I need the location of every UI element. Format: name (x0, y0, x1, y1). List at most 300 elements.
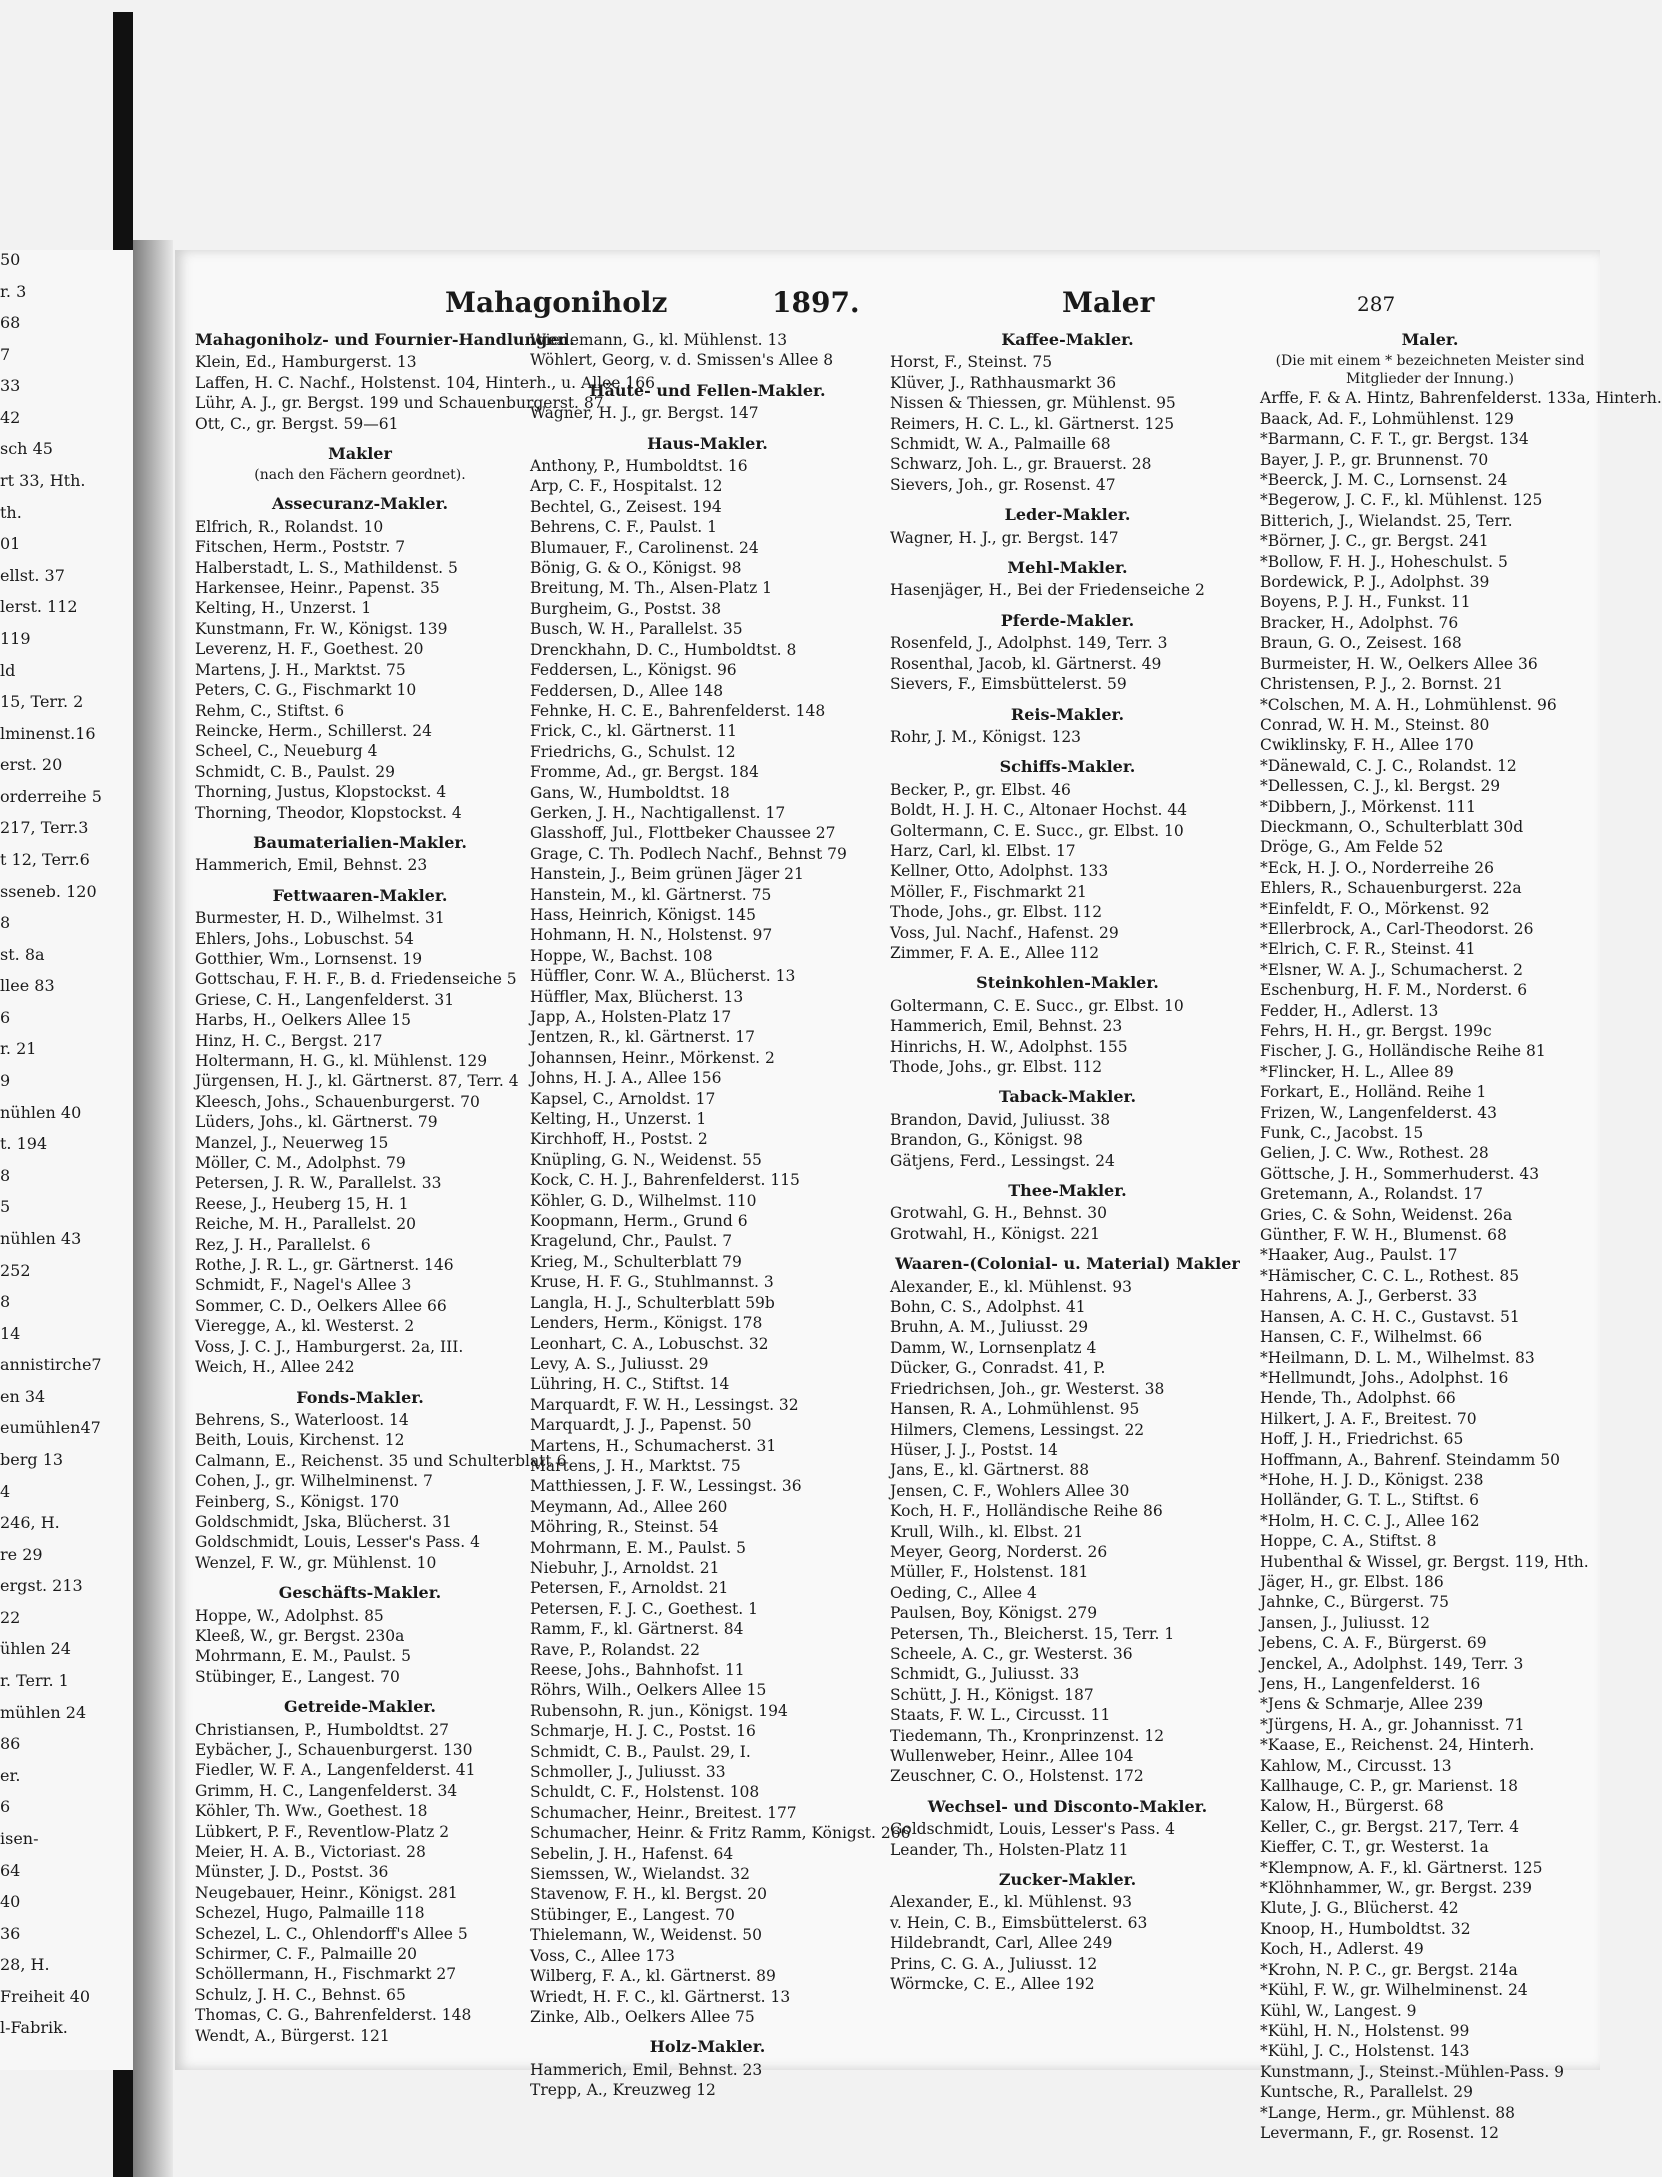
directory-entry: Staats, F. W. L., Circusst. 11 (890, 1706, 1111, 1725)
directory-entry: Scheel, C., Neueburg 4 (195, 742, 378, 761)
left-page-fragment: llee 83 (0, 976, 55, 995)
directory-entry: *Dibbern, J., Mörkenst. 111 (1260, 797, 1476, 816)
left-page-fragment: 6 (0, 1797, 11, 1816)
section-heading: Pferde-Makler. (1000, 610, 1135, 630)
directory-entry: *Lange, Herm., gr. Mühlenst. 88 (1260, 2103, 1515, 2122)
directory-entry: Langla, H. J., Schulterblatt 59b (530, 1293, 775, 1312)
page-number: 287 (1357, 292, 1396, 316)
directory-section (890, 705, 1245, 748)
directory-entry: Schmoller, J., Juliusst. 33 (530, 1763, 726, 1782)
directory-entry: Günther, F. W. H., Blumenst. 68 (1260, 1226, 1507, 1245)
directory-entry: Jans, E., kl. Gärtnerst. 88 (890, 1461, 1090, 1480)
directory-entry: Ehlers, R., Schauenburgerst. 22a (1260, 879, 1522, 898)
directory-entry: Gätjens, Ferd., Lessingst. 24 (890, 1151, 1115, 1170)
directory-entry: Hanstein, M., kl. Gärtnerst. 75 (530, 885, 772, 904)
directory-entry: Hoff, J. H., Friedrichst. 65 (1260, 1430, 1464, 1449)
section-heading: Leder-Makler. (1004, 505, 1131, 525)
left-page-fragment: 64 (0, 1861, 21, 1880)
directory-entry: Peters, C. G., Fischmarkt 10 (195, 681, 417, 700)
left-page-fragment: annistirche7 (0, 1355, 102, 1374)
directory-entry: Lühring, H. C., Stiftst. 14 (530, 1375, 730, 1394)
directory-entry: Siemssen, W., Wielandst. 32 (530, 1865, 751, 1884)
directory-entry: Schwarz, Joh. L., gr. Brauerst. 28 (890, 455, 1152, 474)
directory-entry: Kragelund, Chr., Paulst. 7 (530, 1232, 733, 1251)
directory-entry: Sievers, F., Eimsbüttelerst. 59 (890, 675, 1127, 694)
page-header (445, 286, 1405, 326)
left-page-fragment: 36 (0, 1924, 21, 1943)
directory-entry: Münster, J. D., Postst. 36 (195, 1863, 389, 1882)
directory-section (195, 1583, 525, 1687)
directory-entry: Bordewick, P. J., Adolphst. 39 (1260, 573, 1490, 592)
directory-entry: Japp, A., Holsten-Platz 17 (530, 1008, 732, 1026)
directory-entry: Nissen & Thiessen, gr. Mühlenst. 95 (890, 394, 1176, 413)
directory-entry: Lüders, Johs., kl. Gärtnerst. 79 (195, 1113, 438, 1132)
directory-entry: Harkensee, Heinr., Papenst. 35 (195, 579, 440, 598)
directory-entry: Müller, F., Holstenst. 181 (890, 1563, 1089, 1582)
directory-entry: Köhler, Th. Ww., Goethest. 18 (195, 1802, 428, 1821)
directory-entry: Hammerich, Emil, Behnst. 23 (890, 1017, 1123, 1036)
left-page-fragment: r. Terr. 1 (0, 1671, 69, 1690)
directory-entry: Petersen, F., Arnoldst. 21 (530, 1579, 729, 1598)
section-note: (nach den Fächern geordnet). (254, 467, 466, 484)
directory-entry: Kleesch, Johs., Schauenburgerst. 70 (195, 1092, 480, 1111)
directory-entry: Schulz, J. H. C., Behnst. 65 (195, 1985, 406, 2004)
directory-entry: Hammerich, Emil, Behnst. 23 (530, 2060, 763, 2079)
directory-entry: Hoppe, C. A., Stiftst. 8 (1260, 1532, 1437, 1551)
directory-entry: Holtermann, H. G., kl. Mühlenst. 129 (195, 1052, 488, 1070)
directory-entry: Grotwahl, H., Königst. 221 (890, 1224, 1100, 1243)
directory-entry: *Dellessen, C. J., kl. Bergst. 29 (1260, 777, 1501, 796)
directory-entry: Sebelin, J. H., Hafenst. 64 (530, 1844, 734, 1863)
directory-entry: Forkart, E., Holländ. Reihe 1 (1260, 1083, 1487, 1102)
directory-entry: Kleeß, W., gr. Bergst. 230a (195, 1626, 405, 1645)
directory-entry: Kahlow, M., Circusst. 13 (1260, 1756, 1452, 1775)
section-heading: Zucker-Makler. (998, 1870, 1137, 1890)
directory-section (890, 505, 1245, 548)
directory-entry: Rohr, J. M., Königst. 123 (890, 727, 1082, 746)
left-page-fragment: 86 (0, 1734, 21, 1753)
directory-entry: Jürgensen, H. J., kl. Gärtnerst. 87, Terr. 4 (195, 1072, 519, 1091)
directory-entry: Calmann, E., Reichenst. 35 und Schulterblatt 6 (195, 1451, 567, 1470)
section-heading: Baumaterialien-Makler. (253, 832, 467, 852)
directory-entry: Wullenweber, Heinr., Allee 104 (890, 1747, 1134, 1765)
directory-entry: Krieg, M., Schulterblatt 79 (530, 1252, 742, 1271)
directory-entry: Voss, Jul. Nachf., Hafenst. 29 (890, 923, 1119, 942)
directory-entry: Goltermann, C. E. Succ., gr. Elbst. 10 (890, 996, 1184, 1015)
directory-entry: *Colschen, M. A. H., Lohmühlenst. 96 (1260, 695, 1557, 714)
directory-entry: Voss, C., Allee 173 (530, 1946, 675, 1965)
directory-entry: Gelien, J. C. Ww., Rothest. 28 (1260, 1144, 1489, 1163)
directory-entry: Breitung, M. Th., Alsen-Platz 1 (530, 579, 773, 598)
left-page-fragment: 217, Terr.3 (0, 818, 89, 837)
directory-entry: Schütt, J. H., Königst. 187 (890, 1685, 1094, 1704)
section-heading: Steinkohlen-Makler. (976, 973, 1159, 993)
directory-entry: Keller, C., gr. Bergst. 217, Terr. 4 (1260, 1817, 1520, 1836)
directory-entry: Manzel, J., Neuerweg 15 (195, 1133, 389, 1152)
directory-entry: Klute, J. G., Blücherst. 42 (1260, 1899, 1459, 1918)
directory-entry: Elfrich, R., Rolandst. 10 (195, 517, 384, 536)
header-left-keyword: Mahagoniholz (445, 286, 668, 319)
directory-entry: Koch, H., Adlerst. 49 (1260, 1940, 1424, 1959)
directory-entry: Rez, J. H., Parallelst. 6 (195, 1235, 371, 1254)
directory-entry: Friedrichs, G., Schulst. 12 (530, 742, 736, 761)
directory-section (530, 381, 885, 424)
directory-entry: Goldschmidt, Louis, Lesser's Pass. 4 (195, 1533, 480, 1552)
directory-entry: Reincke, Herm., Schillerst. 24 (195, 721, 432, 740)
directory-entry: Martens, J. H., Marktst. 75 (195, 660, 406, 679)
directory-entry: *Jürgens, H. A., gr. Johannisst. 71 (1260, 1715, 1525, 1734)
directory-entry: *Kühl, H. N., Holstenst. 99 (1260, 2021, 1470, 2040)
left-page-fragment: 15, Terr. 2 (0, 692, 84, 711)
directory-entry: Schezel, Hugo, Palmaille 118 (195, 1904, 425, 1923)
directory-entry: Lübkert, P. F., Reventlow-Platz 2 (195, 1822, 450, 1841)
left-page-fragment: 42 (0, 408, 21, 427)
left-page-fragment: 7 (0, 345, 11, 364)
directory-entry: Johns, H. J. A., Allee 156 (530, 1069, 722, 1088)
directory-entry: Sievers, Joh., gr. Rosenst. 47 (890, 475, 1116, 494)
directory-entry: Levermann, F., gr. Rosenst. 12 (1260, 2123, 1500, 2142)
directory-entry: Halberstadt, L. S., Mathildenst. 5 (195, 558, 458, 577)
left-page-fragment: 5 (0, 1197, 11, 1216)
directory-entry: Stavenow, F. H., kl. Bergst. 20 (530, 1885, 767, 1904)
left-page-fragment: 14 (0, 1324, 21, 1343)
directory-entry: Wagner, H. J., gr. Bergst. 147 (530, 404, 759, 423)
left-page-fragment: nühlen 43 (0, 1229, 82, 1248)
directory-entry: Zimmer, F. A. E., Allee 112 (890, 943, 1100, 962)
directory-entry: Prins, C. G. A., Juliusst. 12 (890, 1954, 1098, 1973)
directory-entry: Zeuschner, C. O., Holstenst. 172 (890, 1767, 1144, 1786)
directory-entry: Jansen, J., Juliusst. 12 (1260, 1613, 1431, 1632)
header-year: 1897. (772, 286, 860, 319)
directory-entry: Rosenthal, Jacob, kl. Gärtnerst. 49 (890, 654, 1162, 673)
directory-entry: Jensen, C. F., Wohlers Allee 30 (890, 1481, 1130, 1500)
directory-entry: Johannsen, Heinr., Mörkenst. 2 (530, 1048, 775, 1067)
directory-entry: Mohrmann, E. M., Paulst. 5 (530, 1538, 746, 1557)
directory-entry: Leonhart, C. A., Lobuschst. 32 (530, 1334, 769, 1353)
directory-entry: Christiansen, P., Humboldtst. 27 (195, 1720, 449, 1739)
left-page-fragment: 50 (0, 250, 21, 269)
directory-entry: Harbs, H., Oelkers Allee 15 (195, 1011, 411, 1030)
directory-entry: Leander, Th., Holsten-Platz 11 (890, 1840, 1129, 1859)
directory-entry: Goldschmidt, Jska, Blücherst. 31 (195, 1512, 452, 1531)
directory-entry: *Kühl, J. C., Holstenst. 143 (1260, 2042, 1470, 2061)
directory-entry: Kellner, Otto, Adolphst. 133 (890, 862, 1109, 881)
left-page-fragment: 68 (0, 313, 21, 332)
directory-entry: Trepp, A., Kreuzweg 12 (530, 2081, 716, 2100)
directory-entry: Leverenz, H. F., Goethest. 20 (195, 640, 424, 659)
directory-entry: Stübinger, E., Langest. 70 (195, 1667, 400, 1686)
directory-entry: Voss, J. C. J., Hamburgerst. 2a, III. (195, 1337, 464, 1356)
directory-entry: *Elsner, W. A. J., Schumacherst. 2 (1260, 960, 1523, 979)
directory-entry: *Begerow, J. C. F., kl. Mühlenst. 125 (1260, 491, 1543, 510)
directory-entry: Oeding, C., Allee 4 (890, 1583, 1037, 1602)
directory-entry: Schumacher, Heinr., Breitest. 177 (530, 1803, 797, 1822)
left-page-fragment: 252 (0, 1261, 31, 1280)
directory-entry: Wendt, A., Bürgerst. 121 (195, 2026, 390, 2045)
directory-entry: Lenders, Herm., Königst. 178 (530, 1314, 763, 1333)
directory-entry: *Holm, H. C. C. J., Allee 162 (1260, 1511, 1480, 1530)
directory-entry: Gries, C. & Sohn, Weidenst. 26a (1260, 1205, 1513, 1224)
directory-entry: Arp, C. F., Hospitalst. 12 (530, 477, 723, 496)
header-right-keyword: Maler (1062, 286, 1155, 319)
directory-column-4 (1260, 330, 1662, 2142)
directory-entry: Fiedler, W. F. A., Langenfelderst. 41 (195, 1761, 476, 1780)
directory-entry: Fromme, Ad., gr. Bergst. 184 (530, 763, 759, 782)
directory-entry: Hende, Th., Adolphst. 66 (1260, 1389, 1456, 1408)
directory-entry: Thorning, Justus, Klopstockst. 4 (195, 783, 447, 802)
directory-entry: *Krohn, N. P. C., gr. Bergst. 214a (1260, 1960, 1518, 1979)
section-heading: Holz-Makler. (649, 2037, 766, 2057)
directory-entry: Hansen, A. C. H. C., Gustavst. 51 (1260, 1307, 1520, 1326)
left-page-fragment: 119 (0, 629, 31, 648)
directory-entry: Boldt, H. J. H. C., Altonaer Hochst. 44 (890, 801, 1188, 820)
directory-entry: *Ellerbrock, A., Carl-Theodorst. 26 (1260, 919, 1534, 938)
directory-entry: *Eck, H. J. O., Norderreihe 26 (1260, 858, 1494, 877)
directory-section (195, 886, 525, 1378)
directory-entry: Hinrichs, H. W., Adolphst. 155 (890, 1037, 1128, 1056)
directory-entry: Jäger, H., gr. Elbst. 186 (1260, 1572, 1444, 1591)
directory-entry: Rubensohn, R. jun., Königst. 194 (530, 1701, 788, 1720)
directory-entry: Klein, Ed., Hamburgerst. 13 (195, 353, 417, 372)
directory-entry: Levy, A. S., Juliusst. 29 (530, 1354, 709, 1373)
directory-entry: Rothe, J. R. L., gr. Gärtnerst. 146 (195, 1256, 454, 1275)
directory-entry: Hüffler, Max, Blücherst. 13 (530, 987, 744, 1006)
directory-entry: Petersen, J. R. W., Parallelst. 33 (195, 1174, 442, 1193)
directory-entry: Hoffmann, A., Bahrenf. Steindamm 50 (1260, 1450, 1560, 1469)
directory-entry: Cohen, J., gr. Wilhelminenst. 7 (195, 1472, 433, 1491)
directory-entry: Köhler, G. D., Wilhelmst. 110 (530, 1191, 757, 1210)
left-page-fragment: l-Fabrik. (0, 2018, 68, 2037)
directory-entry: Kirchhoff, H., Postst. 2 (530, 1130, 708, 1149)
directory-entry: Anthony, P., Humboldtst. 16 (530, 457, 748, 476)
directory-entry: Kallhauge, C. P., gr. Marienst. 18 (1260, 1777, 1518, 1796)
directory-entry: Laffen, H. C. Nachf., Holstenst. 104, Hinterh., u. Allee 166 (195, 373, 655, 392)
directory-entry: Scheele, A. C., gr. Westerst. 36 (890, 1644, 1133, 1663)
directory-entry: Hammerich, Emil, Behnst. 23 (195, 856, 428, 875)
directory-entry: Gottschau, F. H. F., B. d. Friedenseiche 5 (195, 970, 517, 989)
directory-entry: Alexander, E., kl. Mühlenst. 93 (890, 1893, 1132, 1912)
directory-entry: Beith, Louis, Kirchenst. 12 (195, 1431, 405, 1450)
directory-entry: Neugebauer, Heinr., Königst. 281 (195, 1883, 458, 1902)
directory-entry: Stübinger, E., Langest. 70 (530, 1905, 735, 1924)
directory-entry: *Barmann, C. F. T., gr. Bergst. 134 (1260, 430, 1529, 449)
directory-entry: *Haaker, Aug., Paulst. 17 (1260, 1246, 1458, 1265)
directory-entry: Christensen, P. J., 2. Bornst. 21 (1260, 675, 1504, 694)
left-page-fragment: 4 (0, 1482, 11, 1501)
directory-entry: Hass, Heinrich, Königst. 145 (530, 905, 757, 924)
directory-entry: Schmidt, W. A., Palmaille 68 (890, 435, 1111, 454)
directory-entry: Kühl, W., Langest. 9 (1260, 2001, 1417, 2020)
directory-entry: Behrens, S., Waterloost. 14 (195, 1410, 409, 1429)
directory-entry: Möhring, R., Steinst. 54 (530, 1518, 719, 1537)
left-page-fragment: 8 (0, 913, 11, 932)
directory-entry: Gretemann, A., Rolandst. 17 (1260, 1185, 1483, 1204)
directory-entry: Kunstmann, J., Steinst.-Mühlen-Pass. 9 (1260, 2062, 1565, 2081)
section-heading: Maler. (1401, 330, 1459, 349)
directory-entry: *Klöhnhammer, W., gr. Bergst. 239 (1260, 1879, 1532, 1898)
directory-entry: Eybächer, J., Schauenburgerst. 130 (195, 1741, 473, 1759)
directory-entry: Cwiklinsky, F. H., Allee 170 (1260, 736, 1474, 755)
directory-entry: Jenckel, A., Adolphst. 149, Terr. 3 (1260, 1654, 1524, 1673)
directory-entry: Kelting, H., Unzerst. 1 (195, 599, 372, 618)
directory-entry: Weich, H., Allee 242 (195, 1358, 355, 1377)
directory-section (195, 1387, 567, 1574)
directory-entry: Feinberg, S., Königst. 170 (195, 1492, 400, 1511)
directory-entry: Wagner, H. J., gr. Bergst. 147 (890, 528, 1119, 547)
directory-entry: Klüver, J., Rathhausmarkt 36 (890, 373, 1117, 392)
directory-entry: Schirmer, C. F., Palmaille 20 (195, 1945, 417, 1964)
left-page-fragment: en 34 (0, 1387, 46, 1406)
directory-entry: Möller, C. M., Adolphst. 79 (195, 1154, 406, 1173)
directory-entry: Horst, F., Steinst. 75 (890, 353, 1053, 372)
section-heading: Fonds-Makler. (296, 1387, 424, 1407)
directory-entry: Hansen, R. A., Lohmühlenst. 95 (890, 1400, 1140, 1419)
directory-section (890, 1797, 1245, 1860)
left-page-fragment: 9 (0, 1071, 11, 1090)
directory-entry: Jahnke, C., Bürgerst. 75 (1260, 1593, 1449, 1612)
directory-section (530, 2037, 885, 2100)
section-heading: Schiffs-Makler. (999, 757, 1136, 777)
left-page-fragment: 33 (0, 376, 21, 395)
directory-entry: *Hohe, H. J. D., Königst. 238 (1260, 1470, 1484, 1489)
directory-entry: Lühr, A. J., gr. Bergst. 199 und Schauenburgerst. 87 (195, 394, 604, 413)
directory-entry: Harz, Carl, kl. Elbst. 17 (890, 841, 1076, 860)
directory-entry: Ott, C., gr. Bergst. 59—61 (195, 414, 399, 433)
directory-entry: Gotthier, Wm., Lornsenst. 19 (195, 949, 423, 968)
directory-entry: Tiedemann, Th., Kronprinzenst. 12 (890, 1726, 1165, 1745)
directory-entry: Hüffler, Conr. W. A., Blücherst. 13 (530, 967, 796, 986)
directory-entry: Hahrens, A. J., Gerberst. 33 (1260, 1287, 1478, 1306)
directory-entry: Vieregge, A., kl. Westerst. 2 (195, 1317, 415, 1336)
directory-section (530, 330, 885, 371)
directory-column-2 (530, 330, 911, 2100)
directory-entry: Krull, Wilh., kl. Elbst. 21 (890, 1522, 1084, 1541)
directory-entry: Feddersen, D., Allee 148 (530, 681, 724, 700)
directory-entry: Holländer, G. T. L., Stiftst. 6 (1260, 1491, 1479, 1510)
directory-entry: Martens, H., Schumacherst. 31 (530, 1436, 777, 1455)
directory-entry: Thielemann, W., Weidenst. 50 (530, 1926, 762, 1945)
directory-entry: Niebuhr, J., Arnoldst. 21 (530, 1558, 720, 1577)
directory-entry: Grimm, H. C., Langenfelderst. 34 (195, 1781, 458, 1800)
left-page-fragment: ld (0, 661, 16, 680)
directory-entry: Griese, C. H., Langenfelderst. 31 (195, 990, 455, 1009)
directory-entry: Koch, H. F., Holländische Reihe 86 (890, 1502, 1163, 1521)
directory-section (530, 433, 911, 2028)
directory-entry: Hoppe, W., Bachst. 108 (530, 946, 713, 965)
directory-entry: Bruhn, A. M., Juliusst. 29 (890, 1318, 1089, 1337)
section-heading: Mehl-Makler. (1007, 558, 1128, 578)
directory-entry: Meier, H. A. B., Victoriast. 28 (195, 1843, 426, 1862)
left-page-fragment: nühlen 40 (0, 1103, 82, 1122)
directory-section (890, 1254, 1245, 1787)
directory-entry: Glasshoff, Jul., Flottbeker Chaussee 27 (530, 824, 836, 843)
section-heading: Thee-Makler. (1008, 1181, 1127, 1201)
left-page-fragment: 40 (0, 1892, 21, 1911)
section-heading: Waaren-(Colonial- u. Material) Makler (895, 1254, 1240, 1274)
directory-entry: Mohrmann, E. M., Paulst. 5 (195, 1647, 411, 1666)
directory-entry: Burmester, H. D., Wilhelmst. 31 (195, 909, 445, 928)
directory-entry: Kuntsche, R., Parallelst. 29 (1260, 2083, 1473, 2102)
gutter-shadow (133, 240, 173, 2177)
left-page-fragment: 8 (0, 1166, 11, 1185)
directory-entry: Möller, F., Fischmarkt 21 (890, 882, 1087, 901)
section-heading: Reis-Makler. (1010, 704, 1125, 724)
directory-entry: Damm, W., Lornsenplatz 4 (890, 1338, 1097, 1357)
directory-entry: Kunstmann, Fr. W., Königst. 139 (195, 619, 448, 638)
directory-entry: Kock, C. H. J., Bahrenfelderst. 115 (530, 1171, 800, 1190)
directory-entry: Kruse, H. F. G., Stuhlmannst. 3 (530, 1273, 774, 1292)
directory-entry: Schöllermann, H., Fischmarkt 27 (195, 1965, 457, 1984)
directory-entry: Meymann, Ad., Allee 260 (530, 1497, 728, 1516)
directory-entry: Alexander, E., kl. Mühlenst. 93 (890, 1277, 1132, 1296)
directory-entry: Paulsen, Boy, Königst. 279 (890, 1604, 1098, 1623)
left-page-fragment: lminenst.16 (0, 724, 96, 743)
left-page-fragment: 01 (0, 534, 21, 553)
left-page-fragment: 246, H. (0, 1513, 60, 1532)
left-page-fragment: th. (0, 503, 22, 522)
directory-entry: Hanstein, J., Beim grünen Jäger 21 (530, 865, 804, 884)
directory-entry: Busch, W. H., Parallelst. 35 (530, 620, 743, 639)
directory-section (890, 558, 1245, 601)
left-page-fragment: 8 (0, 1292, 11, 1311)
directory-entry: Schmidt, C. B., Paulst. 29, I. (530, 1742, 751, 1761)
directory-entry: Koopmann, Herm., Grund 6 (530, 1212, 748, 1231)
directory-entry: Knoop, H., Humboldtst. 32 (1260, 1919, 1471, 1938)
directory-entry: Schezel, L. C., Ohlendorff's Allee 5 (195, 1924, 468, 1943)
directory-entry: Hildebrandt, Carl, Allee 249 (890, 1934, 1113, 1953)
directory-entry: Hoppe, W., Adolphst. 85 (195, 1606, 384, 1625)
directory-section (890, 1181, 1245, 1244)
section-heading: Assecuranz-Makler. (271, 494, 449, 514)
directory-entry: *Börner, J. C., gr. Bergst. 241 (1260, 532, 1489, 551)
left-page-fragment: ellst. 37 (0, 566, 65, 585)
directory-entry: Schmidt, G., Juliusst. 33 (890, 1665, 1080, 1684)
directory-entry: Fischer, J. G., Holländische Reihe 81 (1260, 1042, 1546, 1061)
left-page-fragment: eumühlen47 (0, 1418, 101, 1437)
directory-section (890, 1087, 1245, 1171)
directory-entry: Schmidt, F., Nagel's Allee 3 (195, 1276, 412, 1295)
left-page-fragment: mühlen 24 (0, 1703, 87, 1722)
directory-entry: *Klempnow, A. F., kl. Gärtnerst. 125 (1260, 1858, 1543, 1877)
directory-entry: Wriedt, H. F. C., kl. Gärtnerst. 13 (530, 1987, 791, 2006)
directory-entry: Hasenjäger, H., Bei der Friedenseiche 2 (890, 581, 1205, 600)
directory-section (195, 1697, 525, 2046)
directory-entry: Fedder, H., Adlerst. 13 (1260, 1001, 1439, 1020)
directory-entry: Hilmers, Clemens, Lessingst. 22 (890, 1420, 1145, 1439)
directory-entry: Schuldt, C. F., Holstenst. 108 (530, 1783, 760, 1802)
directory-entry: Boyens, P. J. H., Funkst. 11 (1260, 593, 1471, 612)
section-heading: Makler (328, 444, 392, 464)
left-page-edge (0, 250, 140, 2070)
left-page-fragment: r. 21 (0, 1039, 37, 1058)
directory-entry: Frick, C., kl. Gärtnerst. 11 (530, 722, 737, 741)
directory-entry: *Hellmundt, Johs., Adolphst. 16 (1260, 1368, 1509, 1387)
directory-entry: Rehm, C., Stiftst. 6 (195, 701, 345, 720)
section-heading: Geschäfts-Makler. (278, 1583, 442, 1603)
directory-entry: Jebens, C. A. F., Bürgerst. 69 (1260, 1634, 1487, 1653)
directory-entry: Marquardt, J. J., Papenst. 50 (530, 1416, 752, 1435)
directory-entry: Behrens, C. F., Paulst. 1 (530, 518, 718, 537)
directory-entry: Goltermann, C. E. Succ., gr. Elbst. 10 (890, 821, 1184, 840)
directory-entry: Hohmann, H. N., Holstenst. 97 (530, 926, 773, 945)
directory-entry: Dieckmann, O., Schulterblatt 30d (1260, 817, 1524, 836)
directory-entry: Rave, P., Rolandst. 22 (530, 1640, 700, 1659)
left-page-fragment: re 29 (0, 1545, 43, 1564)
directory-entry: Brandon, David, Juliusst. 38 (890, 1110, 1111, 1129)
directory-entry: Hinz, H. C., Bergst. 217 (195, 1031, 383, 1050)
directory-section (195, 494, 525, 823)
directory-entry: Wenzel, F. W., gr. Mühlenst. 10 (195, 1553, 437, 1572)
